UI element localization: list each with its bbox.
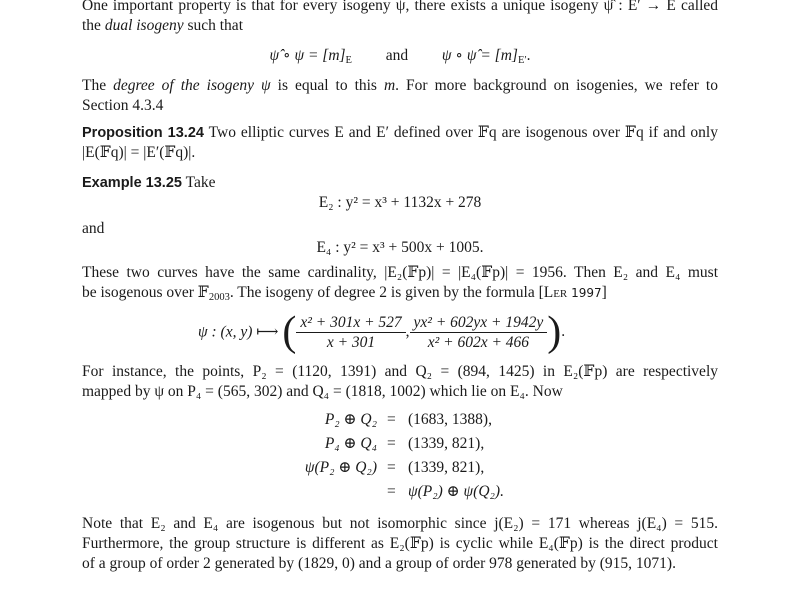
formula-period: . — [561, 323, 566, 340]
equation-lhs: P₄ ⊕ Q₄ — [324, 435, 377, 452]
isogeny-formula — [198, 311, 565, 357]
degree-text: is equal to this — [270, 77, 384, 94]
fraction-x-denominator: x + 301 — [326, 333, 376, 351]
fraction-x-numerator: x² + 301x + 527 — [296, 313, 405, 333]
fraction-x — [296, 313, 405, 352]
comma: , — [405, 323, 410, 340]
proposition-line-2: |E(𝔽q)| = |E′(𝔽q)|. — [82, 144, 196, 161]
cardinality-text: be isogenous over 𝔽 — [82, 284, 209, 301]
equation-row — [250, 432, 570, 456]
equation-rhs: ψ(P₂) ⊕ ψ(Q₂). — [408, 483, 504, 500]
equation-relation: = — [387, 459, 396, 476]
intro-paragraph — [82, 0, 718, 36]
degree-term: degree of the isogeny ψ — [113, 77, 271, 94]
degree-paragraph — [82, 76, 718, 116]
intro-line-2 — [82, 16, 718, 36]
equation-row — [250, 456, 570, 480]
fraction-y-numerator: yx² + 602yx + 1942y — [410, 313, 548, 333]
intro-line-1: One important property is that for every isogeny ψ, there exists a unique isogeny ψ̂ : E′ → E called — [82, 0, 718, 14]
note-paragraph — [82, 514, 718, 574]
fraction-y-denominator: x² + 602x + 466 — [427, 333, 530, 351]
intro-text: such that — [183, 17, 243, 34]
equation-lhs: P₂ ⊕ Q₂ — [324, 411, 377, 428]
equation-left: ψ̂ ∘ ψ = [m] — [269, 47, 346, 64]
equation-row — [250, 480, 570, 504]
example-take: Take — [185, 174, 216, 191]
cardinality-line-1: These two curves have the same cardinality, |E₂(𝔽p)| = |E₄(𝔽p)| = 1956. Then E₂ and E₄ must — [82, 264, 718, 281]
equation-relation: = — [387, 435, 396, 452]
cardinality-text: . The isogeny of degree 2 is given by the formula [ — [229, 284, 544, 301]
degree-text: The — [82, 77, 114, 94]
example-label: Example 13.25 — [82, 175, 182, 191]
points-line-2: mapped by ψ on P₄ = (565, 302) and Q₄ = (1818, 1002) which lie on E₄. Now — [82, 383, 563, 400]
degree-variable: m — [383, 77, 396, 94]
proposition-label: Proposition 13.24 — [82, 125, 204, 141]
equation-rhs: (1339, 821), — [408, 459, 485, 476]
aligned-equations — [250, 408, 570, 504]
note-line-3: of a group of order 2 generated by (1829, 0) and a group of order 978 generated by (915, 1071). — [82, 555, 676, 572]
points-line-1: For instance, the points, P₂ = (1120, 1391) and Q₂ = (894, 1425) in E₂(𝔽p) are respectively — [82, 363, 718, 380]
dual-isogeny-equation — [82, 46, 718, 71]
equation-relation: = — [387, 483, 396, 500]
proposition-text: Two elliptic curves E and E′ defined over 𝔽q are isogenous over 𝔽q if and only — [203, 124, 718, 141]
equation-subscript: E′ — [517, 55, 527, 66]
cardinality-paragraph — [82, 263, 718, 308]
equation-lhs: ψ(P₂ ⊕ Q₂) — [304, 459, 377, 476]
equation-conjunction: and — [385, 47, 409, 64]
curve-e4-equation: E₄ : y² = x³ + 500x + 1005. — [316, 239, 484, 256]
note-line-2: Furthermore, the group structure is different as E₂(𝔽p) is cyclic while E₄(𝔽p) is the direct product — [82, 535, 718, 552]
and-line — [82, 219, 718, 239]
intro-text: the — [82, 17, 105, 34]
left-paren: ( — [282, 309, 297, 355]
equation-right: ψ ∘ ψ̂ = [m] — [441, 47, 518, 64]
proposition-block — [82, 123, 718, 163]
equation-rhs: (1683, 1388), — [408, 411, 492, 428]
equation-relation: = — [387, 411, 396, 428]
equation-period: . — [526, 47, 531, 64]
right-paren: ) — [547, 309, 562, 355]
citation-year: 1997 — [567, 286, 602, 300]
equation-rhs: (1339, 821), — [408, 435, 485, 452]
field-subscript: 2003 — [208, 292, 230, 303]
and-word: and — [82, 220, 105, 237]
citation-author: Ler — [543, 284, 568, 301]
points-paragraph — [82, 362, 718, 402]
fraction-y — [410, 313, 548, 352]
citation-bracket: ] — [601, 284, 607, 301]
curve-e2-equation: E₂ : y² = x³ + 1132x + 278 — [318, 194, 482, 211]
degree-line-2: Section 4.3.4 — [82, 97, 164, 114]
equation-subscript: E — [345, 55, 352, 66]
formula-lhs: ψ : (x, y) ⟼ — [198, 323, 279, 341]
cardinality-line-2 — [82, 283, 718, 308]
example-heading — [82, 173, 718, 193]
equation-row — [250, 408, 570, 432]
degree-line-1 — [82, 76, 718, 96]
note-line-1: Note that E₂ and E₄ are isogenous but not isomorphic since j(E₂) = 171 whereas j(E₄) = 515. — [82, 515, 718, 532]
dual-isogeny-term: dual isogeny — [104, 17, 184, 34]
proposition-line-1 — [82, 123, 718, 143]
degree-text: . For more background on isogenies, we refer to — [395, 77, 718, 94]
